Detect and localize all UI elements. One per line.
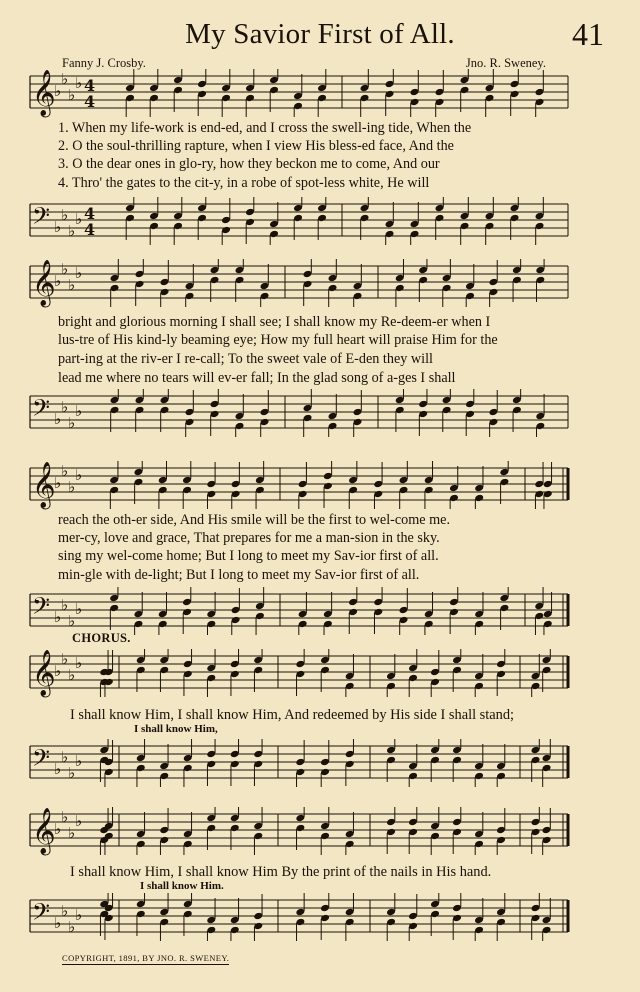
svg-text:𝄢: 𝄢 bbox=[32, 592, 51, 625]
chorus-1-bass bbox=[0, 738, 640, 788]
svg-text:𝄞: 𝄞 bbox=[32, 808, 56, 854]
svg-text:♭: ♭ bbox=[61, 902, 69, 920]
svg-text:𝄞: 𝄞 bbox=[32, 70, 56, 116]
chorus-line-1: I shall know Him, I shall know Him, And redeemed by His side I shall stand; bbox=[70, 707, 515, 723]
chorus-1-treble bbox=[0, 648, 640, 698]
system-2-bass bbox=[0, 388, 640, 438]
svg-text:♭: ♭ bbox=[54, 608, 62, 626]
system-1-treble bbox=[0, 68, 640, 118]
lyricist-credit: Fanny J. Crosby. bbox=[62, 56, 146, 70]
svg-text:♭: ♭ bbox=[61, 462, 69, 480]
svg-text:♭: ♭ bbox=[61, 70, 69, 88]
svg-text:♭: ♭ bbox=[54, 662, 62, 680]
chorus-label: CHORUS. bbox=[72, 631, 131, 645]
svg-text:♭: ♭ bbox=[75, 74, 83, 92]
verse-line: lead me where no tears will ev-er fall; In the glad song of a-ges I shall bbox=[58, 370, 456, 386]
svg-text:𝄞: 𝄞 bbox=[32, 260, 56, 306]
svg-text:♭: ♭ bbox=[75, 812, 83, 830]
verse-line: mer-cy, love and grace, That prepares for me a man-sion in the sky. bbox=[58, 530, 440, 546]
verse-line: part-ing at the riv-er I re-call; To the sweet vale of E-den they will bbox=[58, 351, 433, 367]
svg-text:4: 4 bbox=[84, 92, 96, 111]
system-3-treble bbox=[0, 460, 640, 510]
svg-text:♭: ♭ bbox=[75, 210, 83, 228]
svg-text:𝄢: 𝄢 bbox=[32, 898, 51, 931]
chorus-2-bass bbox=[0, 892, 640, 942]
verse-line: sing my wel-come home; But I long to meet my Sav-ior first of all. bbox=[58, 548, 439, 564]
verse-line: 1. When my life-work is end-ed, and I cross the swell-ing tide, When the bbox=[58, 120, 472, 136]
svg-text:♭: ♭ bbox=[68, 222, 76, 240]
svg-text:♭: ♭ bbox=[61, 808, 69, 826]
system-2-treble bbox=[0, 258, 640, 308]
svg-text:𝄞: 𝄞 bbox=[32, 650, 56, 696]
svg-text:𝄢: 𝄢 bbox=[32, 202, 51, 235]
verse-line: min-gle with de-light; But I long to meet my Sav-ior first of all. bbox=[58, 567, 420, 583]
svg-text:4: 4 bbox=[84, 76, 96, 95]
svg-text:♭: ♭ bbox=[68, 276, 76, 294]
svg-text:♭: ♭ bbox=[75, 600, 83, 618]
svg-text:♭: ♭ bbox=[61, 650, 69, 668]
svg-text:♭: ♭ bbox=[54, 760, 62, 778]
svg-text:♭: ♭ bbox=[75, 466, 83, 484]
svg-text:♭: ♭ bbox=[68, 666, 76, 684]
chorus-line-2: I shall know Him, I shall know Him By the print of the nails in His hand. bbox=[70, 864, 492, 880]
svg-text:♭: ♭ bbox=[61, 260, 69, 278]
svg-text:♭: ♭ bbox=[68, 86, 76, 104]
svg-text:♭: ♭ bbox=[54, 914, 62, 932]
svg-text:𝄢: 𝄢 bbox=[32, 394, 51, 427]
hymn-number: 41 bbox=[572, 16, 604, 52]
system-1-bass bbox=[0, 196, 640, 246]
verse-line: bright and glorious morning I shall see; I shall know my Re-deem-er when I bbox=[58, 314, 491, 330]
composer-credit: Jno. R. Sweney. bbox=[465, 56, 546, 70]
svg-text:♭: ♭ bbox=[68, 414, 76, 432]
svg-text:♭: ♭ bbox=[61, 398, 69, 416]
svg-text:♭: ♭ bbox=[54, 820, 62, 838]
svg-text:♭: ♭ bbox=[75, 402, 83, 420]
svg-text:♭: ♭ bbox=[54, 410, 62, 428]
svg-text:♭: ♭ bbox=[68, 764, 76, 782]
svg-text:♭: ♭ bbox=[54, 218, 62, 236]
svg-text:♭: ♭ bbox=[75, 906, 83, 924]
svg-text:♭: ♭ bbox=[75, 264, 83, 282]
svg-text:♭: ♭ bbox=[75, 752, 83, 770]
svg-text:♭: ♭ bbox=[54, 474, 62, 492]
svg-text:♭: ♭ bbox=[61, 206, 69, 224]
svg-text:♭: ♭ bbox=[61, 596, 69, 614]
chorus-2-treble bbox=[0, 806, 640, 856]
copyright-notice: COPYRIGHT, 1891, BY JNO. R. SWENEY. bbox=[62, 953, 230, 963]
svg-text:♭: ♭ bbox=[61, 748, 69, 766]
verse-line: reach the oth-er side, And His smile will be the first to wel-come me. bbox=[58, 512, 451, 528]
chorus-bass-cue-2: I shall know Him. bbox=[140, 880, 224, 892]
svg-text:4: 4 bbox=[84, 220, 96, 239]
svg-text:♭: ♭ bbox=[75, 654, 83, 672]
system-3-bass bbox=[0, 586, 640, 636]
svg-text:♭: ♭ bbox=[54, 272, 62, 290]
svg-text:♭: ♭ bbox=[54, 82, 62, 100]
svg-text:4: 4 bbox=[84, 204, 96, 223]
chorus-bass-cue-1: I shall know Him, bbox=[134, 723, 218, 735]
svg-text:𝄞: 𝄞 bbox=[32, 462, 56, 508]
svg-text:♭: ♭ bbox=[68, 612, 76, 630]
svg-text:♭: ♭ bbox=[68, 918, 76, 936]
verse-line: lus-tre of His kind-ly beaming eye; How my full heart will praise Him for the bbox=[58, 332, 498, 348]
svg-text:♭: ♭ bbox=[68, 824, 76, 842]
svg-text:♭: ♭ bbox=[68, 478, 76, 496]
verse-line: 3. O the dear ones in glo-ry, how they beckon me to come, And our bbox=[58, 156, 440, 172]
verse-line: 4. Thro' the gates to the cit-y, in a robe of spot-less white, He will bbox=[58, 175, 430, 191]
hymn-title: My Savior First of All. bbox=[185, 18, 455, 50]
verse-line: 2. O the soul-thrilling rapture, when I view His bless-ed face, And the bbox=[58, 138, 454, 154]
svg-text:𝄢: 𝄢 bbox=[32, 744, 51, 777]
